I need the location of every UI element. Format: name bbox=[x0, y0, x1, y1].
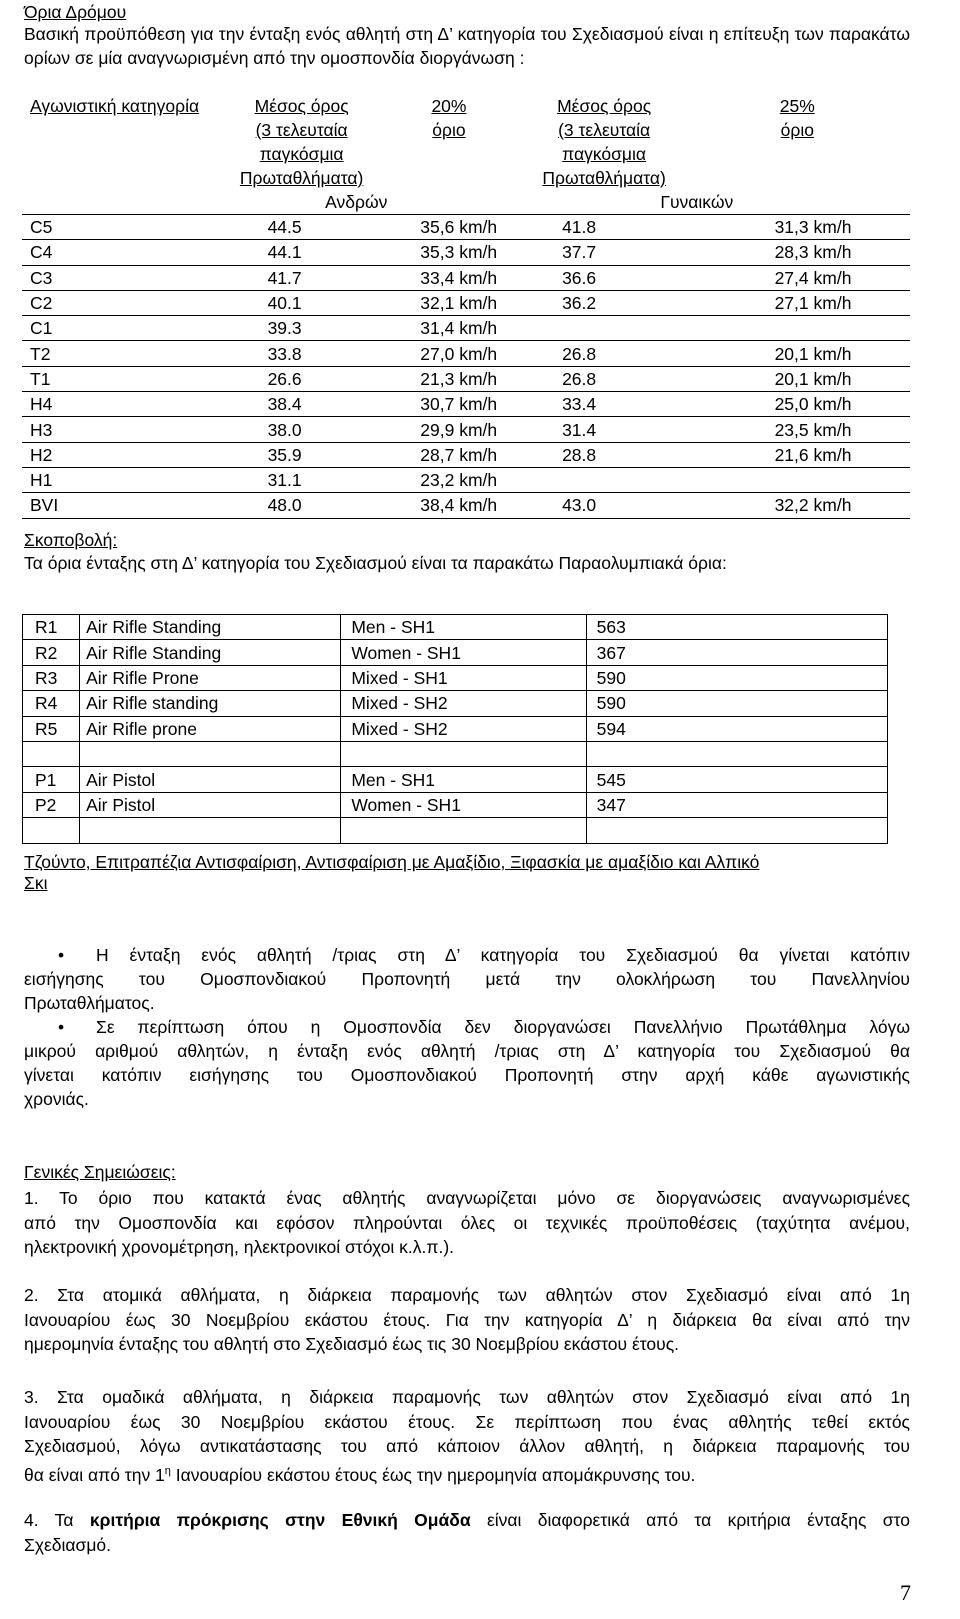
bullet-item-2: • Σε περίπτωση όπου η Ομοσπονδία δεν διοργανώσει Πανελλήνιο Πρωτάθλημα λόγω μικρού αριθμού αθλητών, η ένταξη ενός αθλητή /τριας στη Δ’ κατηγορία του Σχεδιασμού θα γίνεται κατόπιν εισήγησης του Ομοσπονδιακού Προπονητή στην αρχή κάθε αγωνιστικής χρονιάς. bbox=[24, 1017, 910, 1109]
road-cell-cat: T1 bbox=[22, 366, 229, 391]
shooting-event: Air Rifle Standing bbox=[80, 615, 341, 640]
shooting-limit bbox=[586, 741, 887, 766]
note-4: 4. Τα κριτήρια πρόκρισης στην Εθνική Ομάδα είναι διαφορετικά από τα κριτήρια ένταξης στο Σχεδιασμό. bbox=[24, 1510, 910, 1555]
road-heading: Όρια Δρόμου bbox=[24, 2, 127, 22]
shooting-code: P2 bbox=[23, 792, 80, 817]
road-cell-cat: C2 bbox=[22, 290, 229, 315]
road-table-row bbox=[22, 265, 910, 290]
shooting-table-row bbox=[23, 716, 888, 741]
road-cell-cat: T2 bbox=[22, 341, 229, 366]
header-men-limit: 20% όριο bbox=[431, 96, 467, 140]
road-table-row bbox=[22, 366, 910, 391]
shooting-event: Air Rifle standing bbox=[80, 691, 341, 716]
road-cell-w-avg: 37.7 bbox=[524, 240, 685, 265]
shooting-limit: 563 bbox=[586, 615, 887, 640]
road-cell-w-lim: 25,0 km/h bbox=[685, 392, 910, 417]
shooting-class: Women - SH1 bbox=[341, 640, 586, 665]
note-1: 1. Το όριο που κατακτά ένας αθλητής αναγνωρίζεται μόνο σε διοργανώσεις αναγνωρισμένες από την Ομοσπονδία και εφόσον πληρούνται όλες οι τεχνικές προϋποθέσεις (ταχύτητα ανέμου, ηλεκτρονική χρονομέτρηση, ηλεκτρονικοί στόχοι κ.λ.π.). bbox=[24, 1188, 910, 1257]
shooting-code: P1 bbox=[23, 767, 80, 792]
shooting-table-row bbox=[23, 792, 888, 817]
road-table-row bbox=[22, 215, 910, 240]
road-cell-w-lim: 31,3 km/h bbox=[685, 215, 910, 240]
road-table-row bbox=[22, 467, 910, 492]
shooting-event: Air Rifle prone bbox=[80, 716, 341, 741]
road-cell-w-avg: 36.2 bbox=[524, 290, 685, 315]
shooting-table-row bbox=[23, 691, 888, 716]
bullet-item-1: • Η ένταξη ενός αθλητή /τριας στη Δ’ κατηγορία του Σχεδιασμού θα γίνεται κατόπιν εισήγησης του Ομοσπονδιακού Προπονητή μετά την ολοκλήρωση του Πανελληνίου Πρωταθλήματος. bbox=[24, 945, 910, 1013]
road-cell-cat: H2 bbox=[22, 442, 229, 467]
road-cell-w-lim: 20,1 km/h bbox=[685, 366, 910, 391]
shooting-class: Mixed - SH2 bbox=[341, 691, 586, 716]
header-category: Αγωνιστική κατηγορία bbox=[30, 96, 200, 116]
road-cell-m-lim: 29,9 km/h bbox=[374, 417, 523, 442]
road-cell-w-avg: 41.8 bbox=[524, 215, 685, 240]
shooting-table-row bbox=[23, 741, 888, 766]
road-cell-m-lim: 23,2 km/h bbox=[374, 467, 523, 492]
shooting-table-row bbox=[23, 615, 888, 640]
shooting-code: R1 bbox=[23, 615, 80, 640]
road-cell-w-lim: 20,1 km/h bbox=[685, 341, 910, 366]
shooting-table-row bbox=[23, 640, 888, 665]
road-cell-w-lim: 28,3 km/h bbox=[685, 240, 910, 265]
road-cell-w-lim: 27,4 km/h bbox=[685, 265, 910, 290]
shooting-event bbox=[80, 818, 341, 843]
shooting-limit: 545 bbox=[586, 767, 887, 792]
shooting-limit bbox=[586, 818, 887, 843]
road-cell-cat: C1 bbox=[22, 316, 229, 341]
shooting-class: Mixed - SH1 bbox=[341, 665, 586, 690]
shooting-class bbox=[341, 818, 586, 843]
shooting-class: Men - SH1 bbox=[341, 615, 586, 640]
shooting-table-row bbox=[23, 767, 888, 792]
road-cell-cat: BVI bbox=[22, 493, 229, 518]
road-table-row bbox=[22, 417, 910, 442]
road-cell-m-avg: 48.0 bbox=[229, 493, 374, 518]
road-cell-m-lim: 38,4 km/h bbox=[374, 493, 523, 518]
road-table-row bbox=[22, 392, 910, 417]
road-table-row bbox=[22, 341, 910, 366]
road-cell-m-avg: 39.3 bbox=[229, 316, 374, 341]
shooting-class bbox=[341, 741, 586, 766]
bullet-dot-icon: • bbox=[58, 1017, 65, 1037]
road-cell-m-avg: 44.5 bbox=[229, 215, 374, 240]
bullet-dot-icon: • bbox=[58, 945, 65, 965]
road-cell-m-lim: 21,3 km/h bbox=[374, 366, 523, 391]
shooting-code bbox=[23, 818, 80, 843]
road-cell-m-lim: 35,3 km/h bbox=[374, 240, 523, 265]
shooting-event: Air Rifle Standing bbox=[80, 640, 341, 665]
shooting-event: Air Pistol bbox=[80, 767, 341, 792]
shooting-class: Mixed - SH2 bbox=[341, 716, 586, 741]
shooting-intro: Τα όρια ένταξης στη Δ’ κατηγορία του Σχεδιασμού είναι τα παρακάτω Παραολυμπιακά όρια: bbox=[24, 553, 727, 573]
shooting-limit: 594 bbox=[586, 716, 887, 741]
road-table-row bbox=[22, 316, 910, 341]
header-women-average: Μέσος όρος (3 τελευταία παγκόσμια Πρωταθλήματα) bbox=[542, 96, 666, 188]
road-table-row bbox=[22, 290, 910, 315]
shooting-heading: Σκοποβολή: bbox=[24, 530, 118, 550]
road-cell-w-lim: 21,6 km/h bbox=[685, 442, 910, 467]
shooting-event: Air Pistol bbox=[80, 792, 341, 817]
road-cell-cat: C4 bbox=[22, 240, 229, 265]
road-cell-m-lim: 33,4 km/h bbox=[374, 265, 523, 290]
judo-bullet-list bbox=[24, 943, 910, 1111]
shooting-limit: 590 bbox=[586, 665, 887, 690]
road-table-row bbox=[22, 240, 910, 265]
shooting-code bbox=[23, 741, 80, 766]
road-intro: Βασική προϋπόθεση για την ένταξη ενός αθλητή στη Δ’ κατηγορία του Σχεδιασμού είναι η επίτευξη των παρακάτω ορίων σε μία αναγνωρισμένη από την ομοσπονδία διοργάνωση : bbox=[24, 24, 910, 68]
road-cell-m-lim: 30,7 km/h bbox=[374, 392, 523, 417]
road-cell-w-avg bbox=[524, 467, 685, 492]
shooting-code: R5 bbox=[23, 716, 80, 741]
road-cell-m-lim: 31,4 km/h bbox=[374, 316, 523, 341]
road-cell-cat: C3 bbox=[22, 265, 229, 290]
note-2: 2. Στα ατομικά αθλήματα, η διάρκεια παραμονής των αθλητών στον Σχεδιασμό είναι από 1η Ιανουαρίου έως 30 Νοεμβρίου εκάστου έτους. Για την κατηγορία Δ’ η διάρκεια θα είναι από την ημερομηνία ένταξης του αθλητή στο Σχεδιασμό έως τις 30 Νοεμβρίου εκάστου έτους. bbox=[24, 1285, 910, 1354]
note-3: 3. Στα ομαδικά αθλήματα, η διάρκεια παραμονής των αθλητών στον Σχεδιασμό είναι από 1η Ιανουαρίου έως 30 Νοεμβρίου εκάστου έτους. Σε περίπτωση που ένας αθλητής τεθεί εκτός Σχεδιασμού, λόγω αντικατάστασης του από κάποιον άλλον αθλητή, η διάρκεια παραμονής του θα είναι από την $1^\eta$ Ιανουαρίου εκάστου έτους έως την ημερομηνία απομάκρυνσης του. bbox=[24, 1387, 910, 1485]
road-cell-w-avg: 31.4 bbox=[524, 417, 685, 442]
road-cell-m-avg: 38.0 bbox=[229, 417, 374, 442]
road-cell-w-lim bbox=[685, 316, 910, 341]
header-men: Ανδρών bbox=[325, 192, 388, 212]
shooting-code: R2 bbox=[23, 640, 80, 665]
road-cell-w-avg: 43.0 bbox=[524, 493, 685, 518]
shooting-table-row bbox=[23, 818, 888, 843]
road-cell-w-lim: 32,2 km/h bbox=[685, 493, 910, 518]
road-cell-cat: C5 bbox=[22, 215, 229, 240]
road-cell-w-lim bbox=[685, 467, 910, 492]
road-cell-m-avg: 26.6 bbox=[229, 366, 374, 391]
road-cell-m-avg: 33.8 bbox=[229, 341, 374, 366]
shooting-limit: 347 bbox=[586, 792, 887, 817]
road-table-gender-row bbox=[22, 190, 910, 215]
road-cell-w-avg: 26.8 bbox=[524, 366, 685, 391]
road-cell-m-avg: 35.9 bbox=[229, 442, 374, 467]
road-cell-cat: H4 bbox=[22, 392, 229, 417]
road-cell-w-avg: 28.8 bbox=[524, 442, 685, 467]
notes-heading: Γενικές Σημειώσεις: bbox=[24, 1162, 176, 1182]
road-cell-m-avg: 38.4 bbox=[229, 392, 374, 417]
road-cell-m-avg: 31.1 bbox=[229, 467, 374, 492]
shooting-limit: 590 bbox=[586, 691, 887, 716]
road-cell-m-lim: 35,6 km/h bbox=[374, 215, 523, 240]
shooting-table-row bbox=[23, 665, 888, 690]
shooting-event: Air Rifle Prone bbox=[80, 665, 341, 690]
road-cell-m-avg: 40.1 bbox=[229, 290, 374, 315]
shooting-class: Women - SH1 bbox=[341, 792, 586, 817]
road-cell-cat: H3 bbox=[22, 417, 229, 442]
road-cell-m-avg: 44.1 bbox=[229, 240, 374, 265]
road-cell-w-avg: 36.6 bbox=[524, 265, 685, 290]
road-cell-w-avg: 33.4 bbox=[524, 392, 685, 417]
shooting-class: Men - SH1 bbox=[341, 767, 586, 792]
road-cell-m-avg: 41.7 bbox=[229, 265, 374, 290]
road-cell-w-avg: 26.8 bbox=[524, 341, 685, 366]
road-cell-w-lim: 23,5 km/h bbox=[685, 417, 910, 442]
page-number: 7 bbox=[900, 1580, 911, 1605]
road-table-row bbox=[22, 442, 910, 467]
note-4-emphasis: κριτήρια πρόκρισης στην Εθνική Ομάδα bbox=[89, 1510, 471, 1530]
shooting-code: R3 bbox=[23, 665, 80, 690]
header-women-limit: 25% όριο bbox=[779, 96, 815, 140]
road-table-row bbox=[22, 493, 910, 518]
road-limits-table bbox=[22, 94, 910, 519]
road-cell-w-lim: 27,1 km/h bbox=[685, 290, 910, 315]
road-cell-m-lim: 32,1 km/h bbox=[374, 290, 523, 315]
road-cell-cat: H1 bbox=[22, 467, 229, 492]
road-cell-w-avg bbox=[524, 316, 685, 341]
shooting-limits-table bbox=[22, 614, 888, 844]
shooting-event bbox=[80, 741, 341, 766]
judo-heading: Τζούντο, Επιτραπέζια Αντισφαίριση, Αντισφαίριση με Αμαξίδιο, Ξιφασκία με αμαξίδιο και Αλπικό Σκι bbox=[24, 852, 760, 893]
header-men-average: Μέσος όρος (3 τελευταία παγκόσμια Πρωταθλήματα) bbox=[239, 96, 364, 188]
shooting-limit: 367 bbox=[586, 640, 887, 665]
header-women: Γυναικών bbox=[660, 192, 734, 212]
road-table-header bbox=[22, 94, 910, 190]
shooting-code: R4 bbox=[23, 691, 80, 716]
road-cell-m-lim: 27,0 km/h bbox=[374, 341, 523, 366]
road-cell-m-lim: 28,7 km/h bbox=[374, 442, 523, 467]
